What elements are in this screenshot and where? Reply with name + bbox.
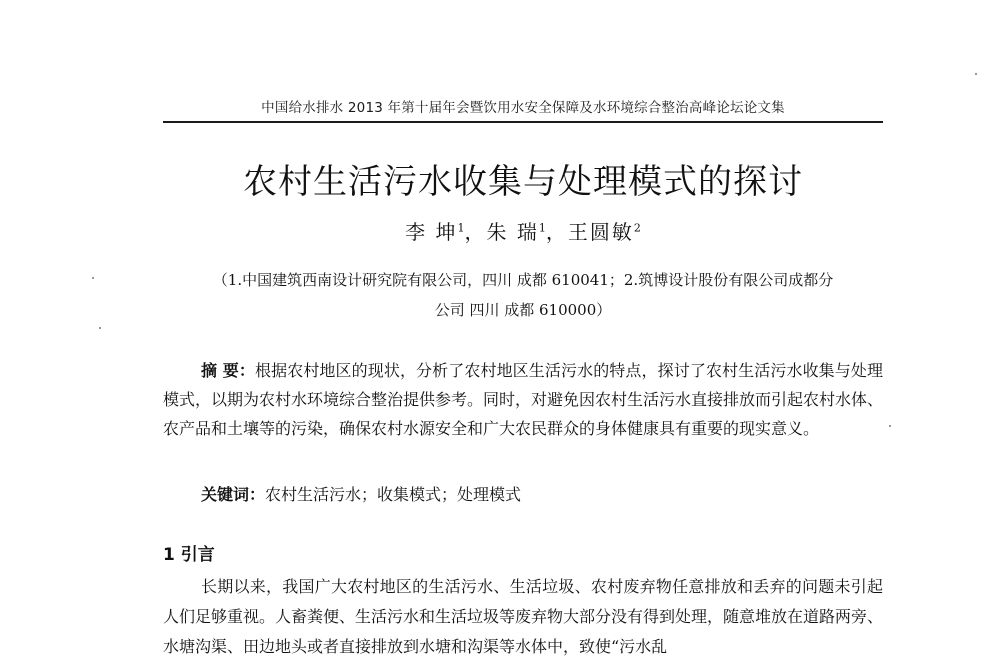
abstract-label: 摘 要： [201,361,255,380]
body-paragraph: 长期以来，我国广大农村地区的生活污水、生活垃圾、农村废弃物任意排放和丢弃的问题未引起人们足够重视。人畜粪便、生活污水和生活垃圾等废弃物大部分没有得到处理，随意堆放在道路两旁、水塘沟渠、田边地头或者直接排放到水塘和沟渠等水体中，致使“污水乱 [163,577,884,656]
affiliations [163,265,883,325]
scan-speck [889,425,891,427]
author-name: 王圆敏 [567,220,634,244]
keywords-text: 农村生活污水；收集模式；处理模式 [265,485,522,504]
keywords-label: 关键词： [201,485,266,504]
running-header: 中国给水排水 2013 年第十届年会暨饮用水安全保障及水环境综合整治高峰论坛论文集 [261,100,785,116]
author-affiliation-mark: 1 [538,221,546,235]
header-rule [163,121,883,123]
affiliation-line: （1.中国建筑西南设计研究院有限公司，四川 成都 610041；2.筑博设计股份有限公司成都分 [212,271,834,289]
author-name: 李 坤 [405,220,458,244]
affiliation-line: 公司 四川 成都 610000） [434,301,612,319]
author-list [163,216,883,245]
paper-title: 农村生活污水收集与处理模式的探讨 [243,162,803,202]
section-heading: 1 引言 [163,545,215,565]
scan-speck [975,73,977,75]
scan-speck [99,327,101,329]
abstract-text: 根据农村地区的现状，分析了农村地区生活污水的特点，探讨了农村生活污水收集与处理模式，以期为农村水环境综合整治提供参考。同时，对避免因农村生活污水直接排放而引起农村水体、农产品和土壤等的污染，确保农村水源安全和广大农民群众的身体健康具有重要的现实意义。 [163,361,884,438]
author-name: 朱 瑞 [486,220,539,244]
author-separator: ， [464,220,487,244]
author-affiliation-mark: 1 [457,221,465,235]
keywords [201,482,883,505]
abstract [163,356,883,443]
author-separator: ， [545,220,568,244]
author-affiliation-mark: 2 [633,221,641,235]
scan-speck [92,277,94,279]
